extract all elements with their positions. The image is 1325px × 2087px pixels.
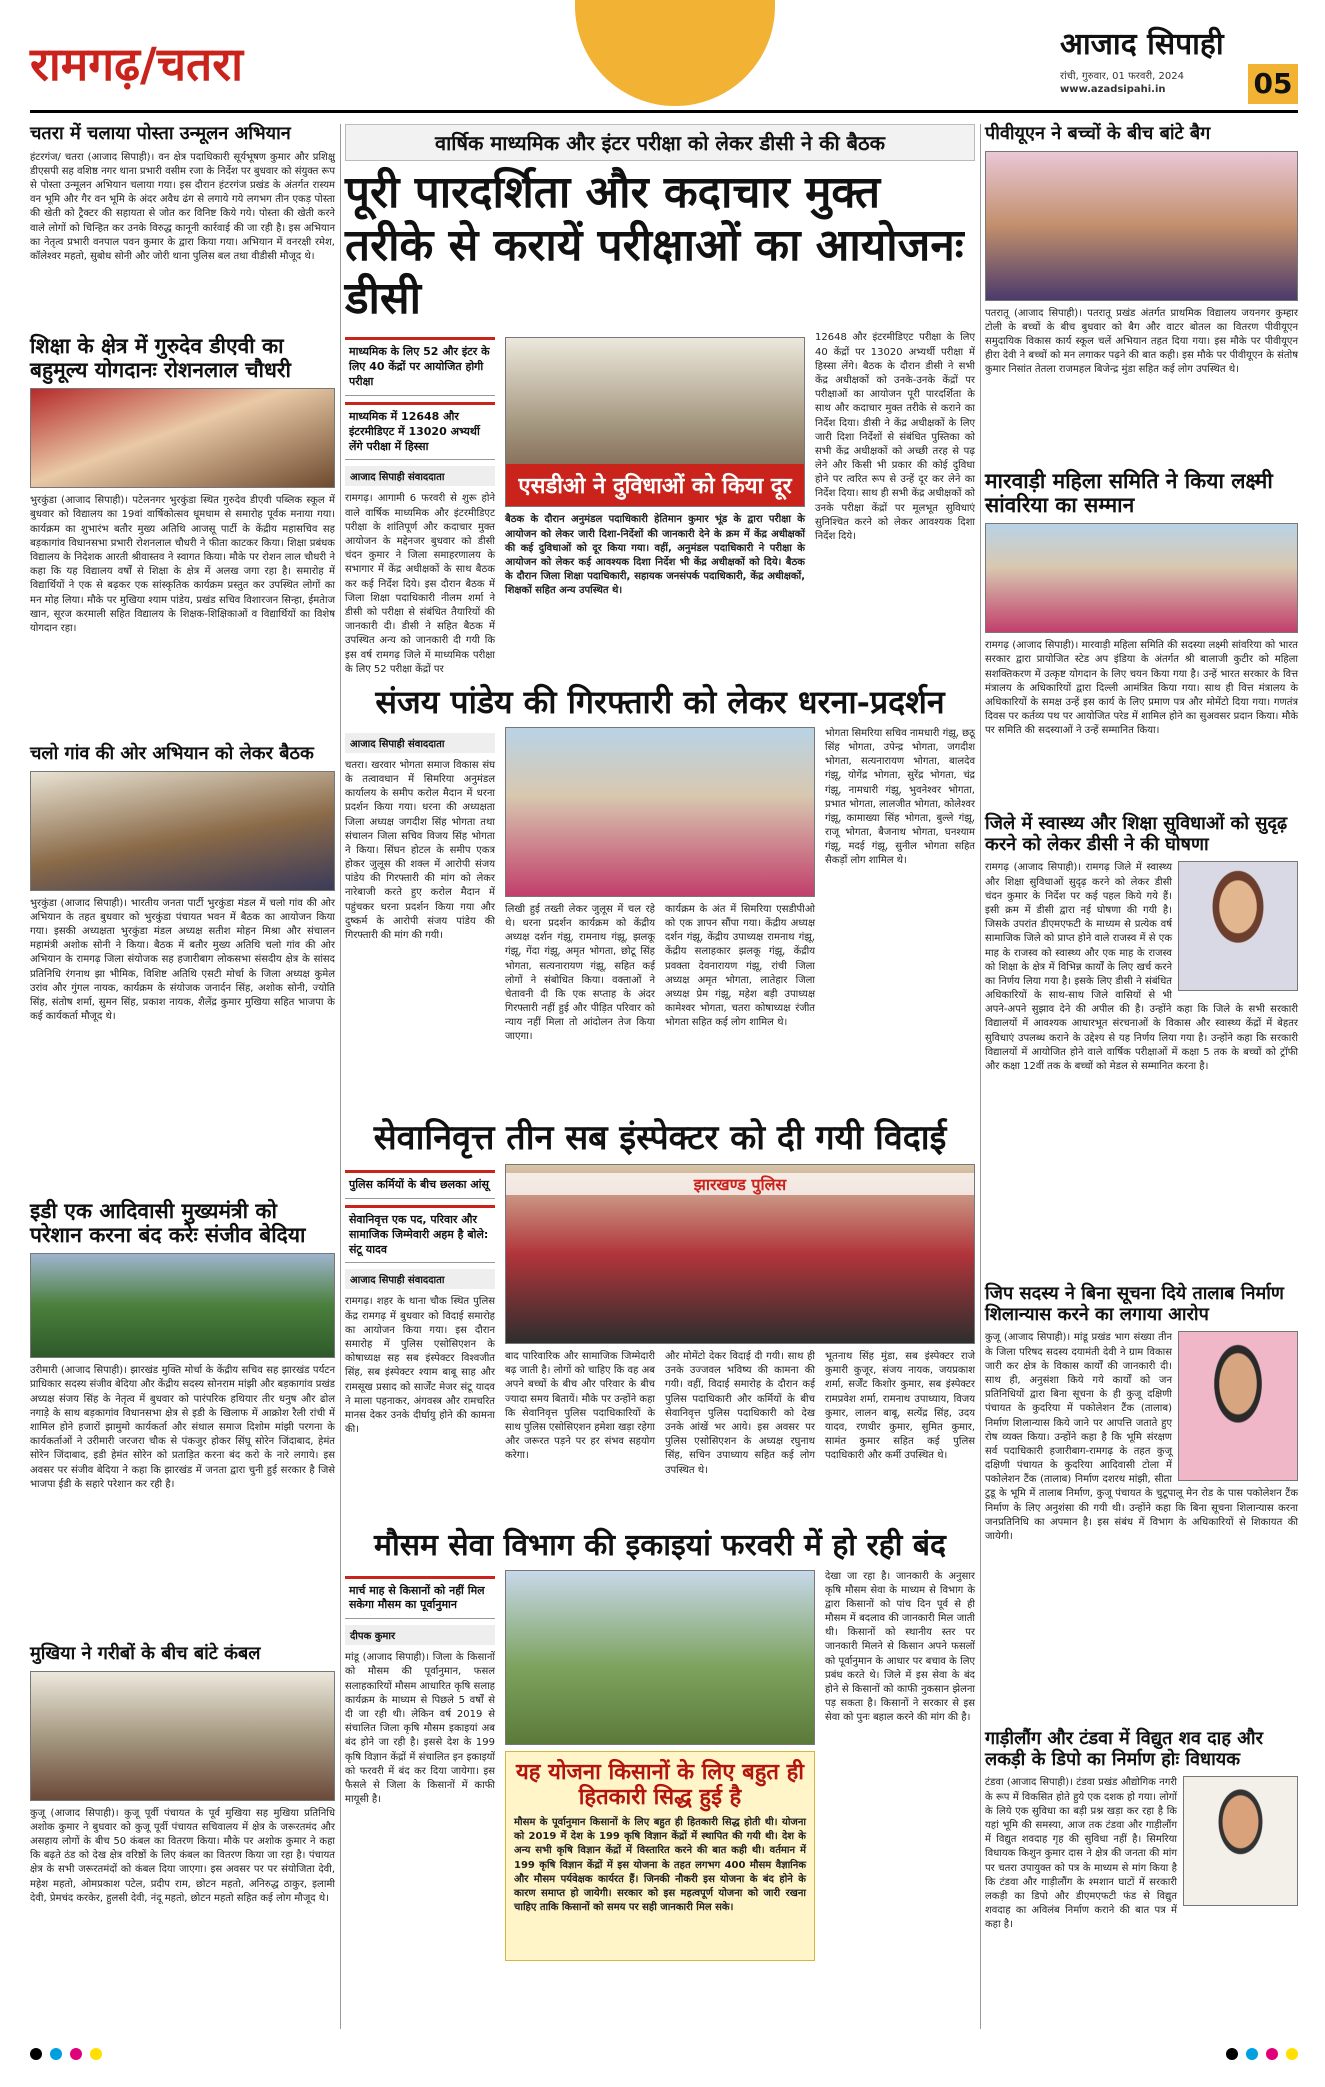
story-health [985,814,1298,1274]
story-poppy [30,124,335,329]
main-headline: पूरी पारदर्शिता और कदाचार मुक्त तरीके से करायें परीक्षाओं का आयोजनः डीसी [345,167,964,324]
masthead [30,18,1298,118]
photo [985,151,1298,301]
box-headline: यह योजना किसानों के लिए बहुत ही हितकारी सिद्ध हुई है [516,1759,804,1810]
registration-dot [30,2048,42,2060]
pull-quote: सेवानिवृत्त एक पद, परिवार और सामाजिक जिम्मेवारी अहम है बोले: संटू यादव [345,1205,495,1264]
story-bjp-meeting [30,744,335,1214]
pen-logo [575,0,775,106]
registration-dot [1286,2048,1298,2060]
photo-banner: झारखण्ड पुलिस [506,1173,974,1195]
registration-dot [90,2048,102,2060]
photo [30,388,335,488]
byline: दीपक कुमार [345,1625,495,1645]
column-divider [340,124,341,2029]
story-blankets [30,1644,335,2029]
photo-note: बैठक के दौरान अनुमंडल पदाधिकारी हेतिमान कुमार भूंड के द्वारा परीक्षा के आयोजन को लेकर जारी दिशा-निर्देशों की जानकारी देने के क्रम में केंद्र अधीक्षकों की कई दुविधाओं को दूर किया गया। वहीं, अनुमंडल पदाधिकारी ने परीक्षा के आयोजन को लेकर कई आवश्यक दिशा निर्देश भी केंद्र अधीक्षकों को दिये। बैठक के दौरान जिला शिक्षा पदाधिकारी, सहायक जनसंपर्क पदाधिकारी, केंद्र अधीक्षकों, शिक्षकों सहित अन्य उपस्थित थे। [505,514,805,597]
story-jmm-rally [30,1199,335,1639]
registration-dot [1246,2048,1258,2060]
portrait-photo [1178,861,1298,991]
headline: मारवाड़ी महिला समिति ने किया लक्ष्मी सांवरिया का सम्मान [985,469,1273,518]
headline: जिले में स्वास्थ्य और शिक्षा सुविधाओं को सुदृढ़ करने को लेकर डीसी ने की घोषणा [985,813,1288,855]
article-body: कुजू (आजाद सिपाही)। मांडू प्रखंड भाग संख्या तीन के जिला परिषद सदस्य दयामंती देवी ने ग्राम विकास जारी कर क्षेत्र के विकास कार्यों की जानकारी दी। साथ ही, अनुसंशा किये गये कार्यों को जन प्रतिनिधियों द्वारा बिना सूचना के ही कुजू दक्षिणी पंचायत के कुदरिया में पकोलेशन टैंक (तालाब) निर्माण शिलान्यास किये जाने पर आपत्ति जताते हुए रोष व्यक्त किया। उन्होंने कहा है कि भूमि संरक्षण सर्व पदाधिकारी हजारीबाग-रामगढ़ के तहत कुजू दक्षिणी पंचायत के कुदरिया आदिवासी टोला में पकोलेशन टैंक (तालाब) निर्माण दशरथ मांझी, सीता टुडू के भूमि में तालाब निर्माण, कुजू पंचायत के चुटूपालू मेन रोड के पास पकोलेशन टैंक निर्माण के लिए अनुशंसा की गयी थी। उन्होंने कहा कि बिना सूचना शिलान्यास करना जनप्रतिनिधि का अपमान है। इस संबंध में विभाग के अधिकारियों से शिकायत की जायेगी। [985,1332,1298,1542]
article-body: मांडू (आजाद सिपाही)। जिला के किसानों को मौसम की पूर्वानुमान, फसल सलाहकारियों मौसम आधारित कृषि सलाह कार्यक्रम के माध्यम से पिछले 5 वर्षों से दी जा रही थी। लेकिन वर्ष 2019 से संचालित जिला कृषि मौसम इकाइयां अब बंद होने जा रही है। इससे देश के 199 कृषि विज्ञान केंद्रों में संचालित इन इकाइयों को फरवरी में बंद कर दिया जायेगा। इस फैसले से जिला के किसानों में काफी मायूसी है। [345,1652,495,1806]
article-body: चतरा। खरवार भोगता समाज विकास संघ के तत्वावधान में सिमरिया अनुमंडल कार्यालय के समीप करोल मैदान में धरना प्रदर्शन किया गया। धरना की अध्यक्षता जिला अध्यक्ष जगदीश सिंह भोगता तथा संचालन जिला सचिव विजय सिंह भोगता ने किया। सिंघन होटल के समीप एकत्र होकर जुलूस की शक्ल में आरोपी संजय पांडेय की गिरफ्तारी की मांग को लेकर नारेबाजी करते हुए करोल मैदान में पहुंचकर धरना प्रदर्शन किया गया और दुष्कर्म के आरोपी संजय पांडेय की गिरफ्तारी की मांग की गयी। [345,759,495,942]
pull-quote: मार्च माह से किसानों को नहीं मिल सकेगा मौसम का पूर्वानुमान [345,1576,495,1620]
masthead-rule [30,110,1298,113]
headline: जिप सदस्य ने बिना सूचना दिये तालाब निर्माण शिलान्यास करने का लगाया आरोप [985,1283,1284,1325]
portrait-photo [1178,1331,1298,1481]
photo [30,1253,335,1358]
article-body: रामगढ़। आगामी 6 फरवरी से शुरू होने वाले वार्षिक माध्यमिक और इंटरमीडिएट परीक्षा के शांतिपूर्ण और कदाचार मुक्त आयोजन के मद्देनजर बुधवार को डीसी चंदन कुमार ने जिला समाहरणालय के सभागार में केंद्र अधीक्षकों के साथ बैठक कर कई निर्देश दिये। इस दौरान बैठक में जिला शिक्षा पदाधिकारी नीलम शर्मा ने डीसी को परीक्षा से संबंधित तैयारियों की जानकारी दी। डीसी ने सहित बैठक में उपस्थित अन्य को जानकारी दी गयी कि इस वर्ष रामगढ़ जिले में माध्यमिक परीक्षा के लिए 52 परीक्षा केंद्रों पर [345,493,495,675]
article-body: उरीमारी (आजाद सिपाही)। झारखंड मुक्ति मोर्चा के केंद्रीय सचिव सह झारखंड पर्यटन प्राधिकार सदस्य संजीव बेदिया और केंद्रीय सदस्य सोनराम मांझी और बड़कागांव प्रखंड अध्यक्ष संजय सिंह के नेतृत्व में बुधवार को पारंपरिक हथियार तीर धनुष और ढोल नगाड़े के साथ बड़कागांव विधानसभा क्षेत्र से इडी के खिलाफ में आक्रोश रैली रांची में शामिल होने हजारों झामुमो कार्यकर्ता और संथाल समाज दिशोम मांझी परगना के कार्यकर्ताओं ने उरीमारी जरजरा चौक से पंकजुर होकर सिंघू सोरेन जिंदाबाद, हेमंत सोरेन जिंदाबाद, इडी हेमंत सोरेन को प्रताड़ित करना बंद करो के नारे लगाये। इस अवसर पर संजीव बेदिया ने कहा कि झारखंड में जनता द्वारा चुनी हुई सरकार है जिसे भाजपा ईडी के सहारे परेशान कर रही है। [30,1365,335,1490]
story-crematorium [985,1729,1298,2029]
headline: चलो गांव की ओर अभियान को लेकर बैठक [30,743,314,764]
photo [505,337,805,507]
article-body: लिखी हुई तख्ती लेकर जुलूस में चल रहे थे। धरना प्रदर्शन कार्यक्रम को केंद्रीय अध्यक्ष दर्शन गंझू, रामनाथ गंझू, झलकू गंझू, गेंदा गंझू, अमृत भोगता, छोटू सिंह भोगता, सत्यनारायण गंझू, सहित कई लोगों ने संबोधित किया। वक्ताओं ने चेतावनी दी कि एक सप्ताह के अंदर गिरफ्तारी नहीं हुई और पीड़ित परिवार को न्याय नहीं मिला तो आंदोलन तेज किया जाएगा। [505,903,655,1043]
registration-dot [70,2048,82,2060]
highlight-box [505,1751,815,1961]
article-body: बाद पारिवारिक और सामाजिक जिम्मेदारी बढ़ जाती है। लोगों को चाहिए कि वह अब अपने बच्चों के बीच और परिवार के बीच ज्यादा समय बितायें। मौके पर उन्होंने कहा कि सेवानिवृत्त पुलिस पदाधिकारियों के साथ पुलिस एसोसिएशन हमेशा खड़ा रहेगा और जरूरत पड़ने पर हर संभव सहयोग करेगा। [505,1351,655,1462]
article-body: कार्यक्रम के अंत में सिमरिया एसडीपीओ को एक ज्ञापन सौंपा गया। केंद्रीय अध्यक्ष दर्शन गंझू, केंद्रीय उपाध्यक्ष रामनाथ गंझू, केंद्रीय सलाहकार झलकू गंझू, केंद्रीय प्रवक्ता देवनारायण गंझू, रांची जिला अध्यक्ष अमृत भोगता, लातेहार जिला अध्यक्ष प्रेम गंझू, महेश बड़ी उपाध्यक्ष कामेश्वर भोगता, चतरा कोषाध्यक्ष रंजीत भोगता सहित कई लोग शामिल थे। [665,903,815,1029]
headline: संजय पांडेय की गिरफ्तारी को लेकर धरना-प्रदर्शन [375,683,945,721]
registration-dot [1226,2048,1238,2060]
headline: गाड़ीलौंग और टंडवा में विद्युत शव दाह और लकड़ी के डिपो का निर्माण होः विधायक [985,1728,1263,1770]
headline: इडी एक आदिवासी मुख्यमंत्री को परेशान करना बंद करेः संजीव बेदिया [30,1199,306,1248]
headline: मौसम सेवा विभाग की इकाइयां फरवरी में हो रही बंद [374,1528,946,1563]
article-body: टंडवा (आजाद सिपाही)। टंडवा प्रखंड औद्योगिक नगरी के रूप में विकसित होते हुये एक दशक हो गया। लोगों के लिये एक सुविधा का बड़ी प्रश्न खड़ा कर रहा है कि यहां भूमि की समस्या, आज तक टंडवा और गाड़ीलौंग में विद्युत शवदाह गृह की सुविधा नहीं है। सिमरिया विधायक किशुन कुमार दास ने क्षेत्र की जनता की मांग पर चतरा उपायुक्त को पत्र के माध्यम से मांग किया है कि टंडवा और गाड़ीलौंग के श्मशान घाटों में सरकारी लकड़ी का डिपो और डीएमएफटी फंड से विद्युत शवदाह का अविलंब निर्माण कराने की बात पत्र में कहा है। [985,1777,1177,1931]
article-body: भोगता सिमरिया सचिव नामधारी गंझू, छठू सिंह भोगता, उपेन्द्र भोगता, जगदीश भोगता, सत्यनारायण भोगता, बालदेव गंझू, योगेंद्र भोगता, सुरेंद्र भोगता, चंद्र गंझू, नामधारी गंझू, भुवनेश्वर भोगता, प्रभात भोगता, लालजीत भोगता, कोलेश्वर गंझू, कामाख्या सिंह भोगता, बुल्ले गंझू, राजू भोगता, बैजनाथ भोगता, घनश्याम गंझू, मदई गंझू, सुनील भोगता सहित सैकड़ों लोग शामिल थे। [825,727,975,867]
article-body: रामगढ़ (आजाद सिपाही)। रामगढ़ जिले में स्वास्थ्य और शिक्षा सुविधाओं सुदृढ़ करने को लेकर डीसी चंदन कुमार के निर्देश पर कई पहल किये गये हैं। इसी क्रम में डीसी द्वारा नई घोषणा की गयी है। जिसके उपरांत डीएमएफटी के माध्यम से प्रत्येक वर्ष सामाजिक जिले को प्राप्त होने वाले राजस्व में से एक माह के राजस्व को स्वास्थ्य और एक माह के राजस्व को शिक्षा के क्षेत्र में विभिन्न कार्यों के लिए खर्च करने का निर्णय लिया गया है। इसके लिए डीसी ने संबंधित अधिकारियों के साथ-साथ जिले वासियों से भी अपने-अपने सुझाव देने की अपील की है। उन्होंने कहा कि जिले के सभी सरकारी विद्यालयों में आवश्यक आधारभूत संरचनाओं के विकास और स्वास्थ्य केंद्रों में बेहतर सुविधाएं उपलब्ध कराने के उद्देश्य से यह निर्णय लिया गया है। उन्होंने कहा कि सरकारी विद्यालयों में आयोजित होने वाले वार्षिक परीक्षाओं में कक्षा 5 तक के बच्चों को ट्रॉफी और कक्षा 12वीं तक के बच्चों को मेडल से सम्मानित करना है। [985,862,1298,1072]
article-body: रामगढ़। शहर के थाना चौक स्थित पुलिस केंद्र रामगढ़ में बुधवार को विदाई समारोह का आयोजन किया गया। इस दौरान समारोह में पुलिस एसोसिएशन के कोषाध्यक्ष सह सब इंस्पेक्टर विश्वजीत सिंह, सब इंस्पेक्टर श्याम बाबू साह और रामसूख प्रसाद को सार्जेंट मेजर संटू यादव ने माला पहनाकर, अंगवस्त्र और रामचरित मानस देकर उनके दीर्घायु होने की कामना की। [345,1296,495,1436]
story-pond [985,1284,1298,1724]
column-divider [980,124,981,2029]
article-body: हंटरगंज/ चतरा (आजाद सिपाही)। वन क्षेत्र पदाधिकारी सूर्यभूषण कुमार और प्रशिक्षु डीएसपी सह वशिष्ठ नगर थाना प्रभारी वसीम रजा के निर्देश पर बुधवार को संयुक्त रूप से पोस्ता उन्मूलन अभियान चलाया गया। इस दौरान हंटरगंज प्रखंड के अंतर्गत रास्यम वन भूमि और गैर वन भूमि के अंदर अवैध ढंग से लगाये गये लगभग तीन एकड़ पोस्ता की खेती को ट्रैक्टर की सहायता से जोत कर विनिष्ट किये गये। पोस्ता की खेती करने वाले लोगों को चिन्हित कर उनके विरुद्ध कानूनी कार्रवाई की जा रही है। इस अभियान का नेतृत्व प्रभारी वनपाल पवन कुमार के द्वारा किया गया। अभियान में वनरक्षी रमेश, कॉलेश्वर महतो, सुबोध सोनी और जोरी थाना पुलिस बल तथा वीडीसी मौजूद थे। [30,151,335,262]
story-protest [345,684,975,1114]
page-number: 05 [1248,64,1298,104]
article-body: पतरातू (आजाद सिपाही)। पतरातू प्रखंड अंतर्गत प्राथमिक विद्यालय जयनगर कुम्हार टोली के बच्चों के बीच बुधवार को बैग और वाटर बोतल का वितरण पीवीयूएन समुदायिक विकास कार्य स्कूल चलें अभियान तहत दिया गया। इस मौके पर पीवीयूएन हीरा देवी ने बच्चों को मन लगाकर पढ़ने की बात कही। इस मौके पर पीवीयूएन के संतोष कुमार निसांत तेतला राजमहल बिजेन्द्र मुंडा सहित कई लोग उपस्थित थे। [985,307,1298,376]
article-body: देखा जा रहा है। जानकारी के अनुसार कृषि मौसम सेवा के माध्यम से विभाग के द्वारा किसानों को पांच दिन पूर्व से ही मौसम में बदलाव की जानकारी मिल जाती थी। किसानों को स्थानीय स्तर पर जानकारी मिलने से किसान अपने फसलों को पूर्वानुमान के आधार पर बचाव के लिए प्रबंध करते थे। जिले में इस सेवा के बंद होने से किसानों को काफी नुकसान झेलना पड़ सकता है। किसानों ने सरकार से इस सेवा को पुनः बहाल करने की मांग की है। [825,1570,975,1724]
photo [505,727,815,897]
pull-quote: माध्यमिक में 12648 और इंटरमीडिएट में 13020 अभ्यर्थी लेंगे परीक्षा में हिस्सा [345,402,495,461]
photo [985,523,1298,633]
headline: शिक्षा के क्षेत्र में गुरुदेव डीएवी का बहुमूल्य योगदानः रोशनलाल चौधरी [30,334,291,383]
story-bags [985,124,1298,464]
headline: मुखिया ने गरीबों के बीच बांटे कंबल [30,1643,261,1664]
print-registration-marks [30,2048,1298,2062]
registration-dot [1266,2048,1278,2060]
kicker: वार्षिक माध्यमिक और इंटर परीक्षा को लेकर डीसी ने की बैठक [345,124,975,161]
story-farewell [345,1119,975,1519]
photo [505,1570,815,1745]
portrait-photo [1183,1776,1298,1906]
website[interactable]: www.azadsipahi.in [1060,84,1166,95]
headline: पीवीयूएन ने बच्चों के बीच बांटे बैग [985,123,1211,144]
article-body: भुरकुंडा (आजाद सिपाही)। भारतीय जनता पार्टी भुरकुंडा मंडल में चलो गांव की ओर अभियान के तहत बुधवार को भुरकुंडा पंचायत भवन में बैठक का आयोजन किया गया। इसकी अध्यक्षता भुरकुंडा मंडल अध्यक्ष सतीश मोहन मिश्रा और संचालन महामंत्री अशोक सोनी ने किया। बैठक में बतौर मुख्य अतिथि चलो गांव की ओर अभियान के रामगढ़ जिला संयोजक सह हजारीबाग लोकसभा संसदीय क्षेत्र के सांसद प्रतिनिधि रंगनाथ झा भीमिक, विशिष्ट अतिथि एसटी मोर्चा के जिला अध्यक्ष कुमेल उरांव और गुंगल नायक, कार्यक्रम के संयोजक जनार्दन सिंह, अशोक सोनी, ज्योति सिंह, संतोष शर्मा, सुमन सिंह, प्रकाश नायक, शैलेंद्र कुमार मुखिया सहित भाजपा के कई कार्यकर्ता मौजूद थे। [30,897,335,1023]
article-body: कुजू (आजाद सिपाही)। कुजू पूर्वी पंचायत के पूर्व मुखिया सह मुखिया प्रतिनिधि अशोक कुमार ने बुधवार को कुजू पूर्वी पंचायत सचिवालय में क्षेत्र के जरूरतमंद और असहाय लोगों के बीच 50 कंबल का वितरण किया। मौके पर अशोक कुमार ने कहा कि बढ़ते ठंड को देख क्षेत्र वरिष्ठों के लिए कंबल का वितरण किया जा रहा है। पंचायत क्षेत्र के सभी जरूरतमंदों को कंबल दिया जाएगा। इस अवसर पर पर संयोजिता देवी, महेश महतो, ओमप्रकाश पटेल, प्रदीप राम, छोटन महतो, अनिरुद्ध ठाकुर, इलामी देवी, प्रेमचंद करकेर, हुलसी देवी, नंदू महतो, छोटन महतो सहित कई लोग मौजूद थे। [30,1807,335,1904]
headline: चतरा में चलाया पोस्ता उन्मूलन अभियान [30,123,291,144]
newspaper-name: आजाद सिपाही [1060,27,1224,62]
photo [30,771,335,891]
story-weather [345,1529,975,2029]
story-exam [345,124,975,679]
section-title: रामगढ़/चतरा [30,37,243,91]
article-body: और मोमेंटो देकर विदाई दी गयी। साथ ही उनके उज्जवल भविष्य की कामना की गयी। वहीं, विदाई समारोह के दौरान कई पुलिस पदाधिकारी और कर्मियों के बीच सेवानिवृत्त पुलिस पदाधिकारी को देख उनके आंखें भर आये। इस अवसर पर पुलिस एसोसिएशन के अध्यक्ष रघुनाथ सिंह, सचिन उपाध्याय सहित कई लोग उपस्थित थे। [665,1351,815,1476]
byline: आजाद सिपाही संवाददाता [345,1269,495,1289]
article-body: रामगढ़ (आजाद सिपाही)। मारवाड़ी महिला समिति की सदस्या लक्ष्मी सांवरिया को भारत सरकार द्वारा प्रायोजित स्टेड अप इंडिया के अंतर्गत श्री बालाजी कुटीर को महिला सशक्तिकरण में उत्कृष्ट योगदान के लिए चयन किया गया है। उन्हें भारत सरकार के वित्त मंत्रालय के अधिकारियों द्वारा दिल्ली आमंत्रित किया गया। साथ ही वित्त मंत्रालय के अधिकारियों के समक्ष उन्हें इस कार्य के लिए प्रमाण पत्र और मोमेंटो दिया गया। गणतंत्र दिवस पर कर्तव्य पथ पर आयोजित परेड में शामिल होने का सुअवसर प्रदान किया। मौके पर समिति की सदस्याओं ने उन्हें सम्मानित किया। [985,640,1298,737]
photo [30,1671,335,1801]
byline: आजाद सिपाही संवाददाता [345,466,495,486]
headline: सेवानिवृत्त तीन सब इंस्पेक्टर को दी गयी विदाई [373,1118,947,1158]
pull-quote: माध्यमिक के लिए 52 और इंटर के लिए 40 केंद्रों पर आयोजित होगी परीक्षा [345,337,495,396]
pull-quote: पुलिस कर्मियों के बीच छलका आंसू [345,1170,495,1199]
photo [505,1164,975,1344]
article-body: भुरकुंडा (आजाद सिपाही)। पटेलनगर भुरकुंडा स्थित गुरुदेव डीएवी पब्लिक स्कूल में बुधवार को विद्यालय का 19वां वार्षिकोत्सव धूमधाम से समारोह पूर्वक मनाया गया। कार्यक्रम का शुभारंभ बतौर मुख्य अतिथि आजसू पार्टी के केंद्रीय महासचिव सह बड़कागांव विधानसभा प्रभारी रोशनलाल चौधरी ने फीता काटकर किया। शिक्षा प्रबंधक विद्यालय के निदेशक आरती श्रीवास्तव ने स्वागत किया। मौके पर रोशन लाल चौधरी ने कहा कि यह विद्यालय वर्षों से शिक्षा के क्षेत्र में अलख जगा रहा है। समारोह में विद्यार्थियों ने एक से बढ़कर एक सांस्कृतिक कार्यक्रम प्रस्तुत कर उपस्थित लोगों का मन मोह लिया। मौके पर मुखिया श्याम पांडेय, प्रखंड सचिव विशारजन सिन्हा, ईमतेाज खान, सूरज करमाली सहित विद्यालय के शिक्षक-शिक्षिकाओं व विद्यार्थियों का विशेष योगदान रहा। [30,495,335,634]
photo-caption: एसडीओ ने दुविधाओं को किया दूर [506,464,804,506]
byline: आजाद सिपाही संवाददाता [345,733,495,753]
issue-date: रांची, गुरुवार, 01 फरवरी, 2024 [1060,71,1184,82]
article-body: भूतनाथ सिंह मुंडा, सब इंस्पेक्टर राजे कुमारी कुजूर, संजय नायक, जयप्रकाश शर्मा, सर्जेंट किशोर कुमार, सब इंस्पेक्टर रामप्रवेश शर्मा, रामनाथ उपाध्याय, विजय कुमार, लालन बाबू, सत्येंद्र सिंह, उदय यादव, रणधीर कुमार, सुमित कुमार, सामंत कुमार सहित कई पुलिस पदाधिकारी और कर्मी उपस्थित थे। [825,1351,975,1462]
registration-dot [50,2048,62,2060]
box-body: मौसम के पूर्वानुमान किसानों के लिए बहुत ही हितकारी सिद्ध होती थी। योजना को 2019 में देश के 199 कृषि विज्ञान केंद्रों में स्थापित की गयी थी। देश के अन्य सभी कृषि विज्ञान केंद्रों में विस्तारित करने की बात कही थी। वर्तमान में 199 कृषि विज्ञान केंद्रों में इस योजना के तहत लगभग 400 मौसम वैज्ञानिक और मौसम पर्यवेक्षक कार्यरत हैं। जिनकी नौकरी इस योजना के बंद होने के कारण समाप्त हो जायेगी। सरकार को इस महत्वपूर्ण योजना को जारी रखना चाहिए ताकि किसानों को समय पर सही जानकारी मिल सके। [514,1817,806,1914]
article-body: 12648 और इंटरमीडिएट परीक्षा के लिए 40 केंद्रों पर 13020 अभ्यर्थी परीक्षा में हिस्सा लेंगे। बैठक के दौरान डीसी ने सभी केंद्र अधीक्षकों को उनके-उनके केंद्रों पर परीक्षाओं का आयोजन पूरी पारदर्शिता के साथ और कदाचार मुक्त तरीके से कराने का निर्देश दिया। डीसी ने केंद्र अधीक्षकों के लिए जारी दिशा निर्देशों से संबंधित पुस्तिका को सभी केंद्र अधीक्षकों को अच्छी तरह से पढ़ लेने और किसी भी प्रकार की कोई दुविधा होने पर त्वरित रूप से उन्हें दूर कर लेने का निर्देश दिया। साथ ही सभी केंद्र अधीक्षकों को उनके परीक्षा केंद्रों पर मूलभूत सुविधाएं सुनिश्चित करने को लेकर आवश्यक दिशा निर्देश दिये। [815,332,975,543]
